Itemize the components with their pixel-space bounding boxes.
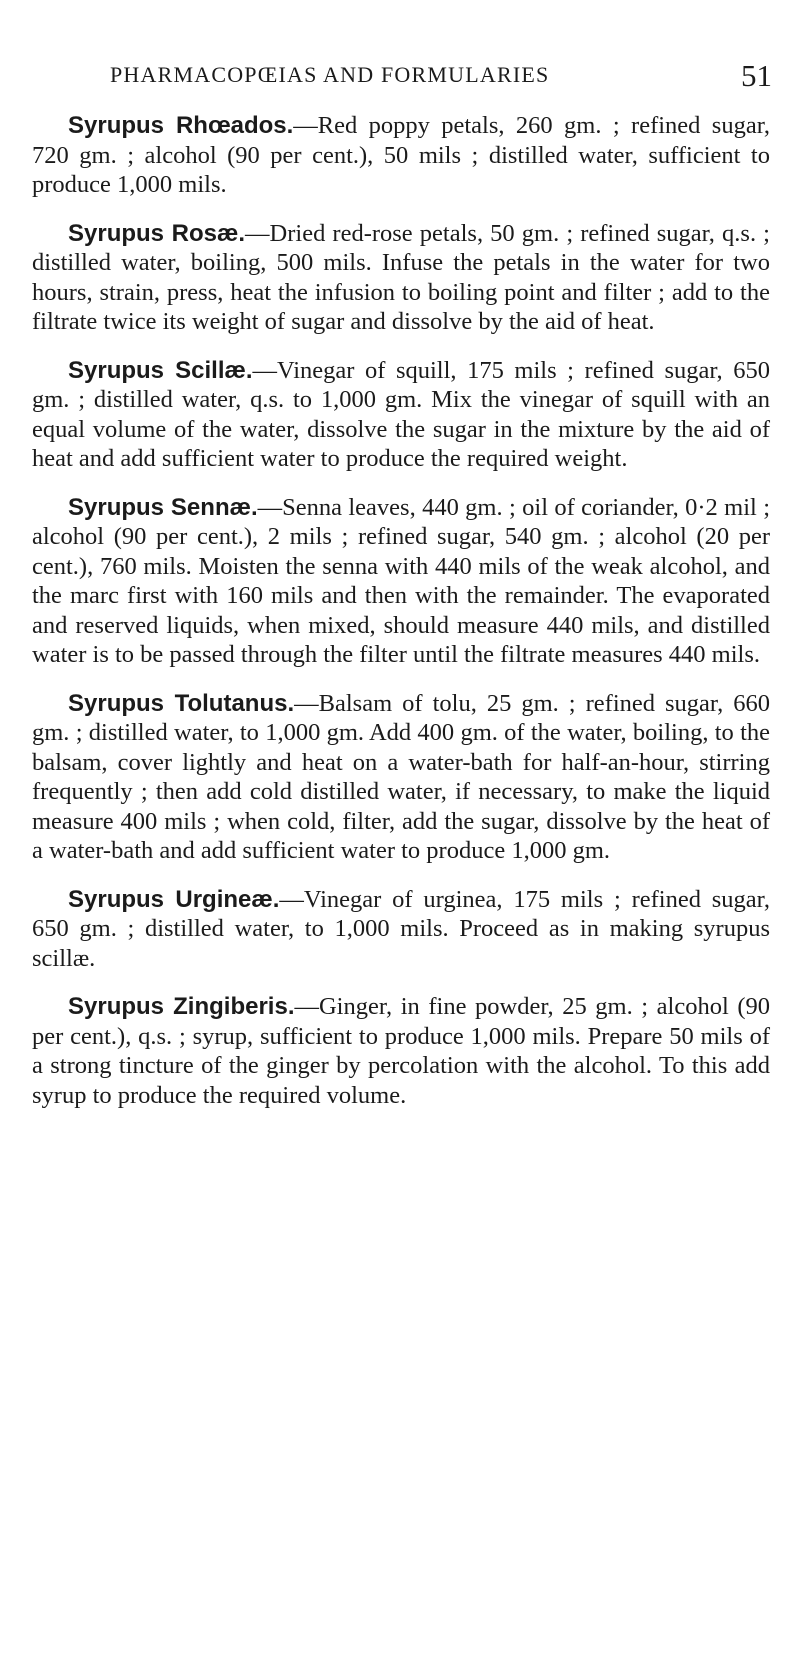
entry-syrupus-sennae xyxy=(32,493,770,670)
entry-title: Syrupus Scillæ. xyxy=(68,356,253,384)
entry-title: Syrupus Rosæ. xyxy=(68,219,246,247)
entry-title: Syrupus Urgineæ. xyxy=(68,885,280,913)
running-title: PHARMACOPŒIAS AND FORMULARIES xyxy=(110,62,550,87)
entry-title: Syrupus Rhœados. xyxy=(68,112,294,139)
entry-text: —Vinegar of squill, 175 mils ; refined sugar, 650 gm. ; distilled water, q.s. to 1,000 gm. Mix the vinegar of squill with an equal volume of the water, dissolve the sugar in the mixture by the aid of heat and add sufficient water to produce the required weight. xyxy=(32,356,770,472)
entry-text: —Ginger, in fine powder, 25 gm. ; alcohol (90 per cent.), q.s. ; syrup, sufficient to produce 1,000 mils. Prepare 50 mils of a strong tincture of the ginger by percolation with the alcohol. To this add syrup to produce the required volume. xyxy=(32,993,770,1109)
entry-text: —Vinegar of urginea, 175 mils ; refined sugar, 650 gm. ; distilled water, to 1,000 mils. Proceed as in making syrupus scillæ. xyxy=(32,885,770,972)
entry-syrupus-rhoeados xyxy=(32,111,770,200)
formulary-entries xyxy=(32,111,770,1129)
entry-syrupus-urgineae xyxy=(32,885,770,974)
entry-title: Syrupus Zingiberis. xyxy=(68,993,295,1020)
entry-syrupus-scillae xyxy=(32,356,770,474)
running-header xyxy=(60,58,772,96)
entry-syrupus-zingiberis xyxy=(32,992,770,1110)
entry-title: Syrupus Sennæ. xyxy=(68,493,258,521)
entry-syrupus-tolutanus xyxy=(32,689,770,866)
page-number: 51 xyxy=(741,58,772,93)
entry-text: —Balsam of tolu, 25 gm. ; refined sugar, 660 gm. ; distilled water, to 1,000 gm. Add 400 gm. of the water, boiling, to the balsam, cover lightly and heat on a water-bath for half-an-hour, stirring frequently ; then add cold distilled water, if necessary, to make the liquid measure 400 mils ; when cold, filter, add the sugar, dissolve by the heat of a water-bath and add sufficient water to produce 1,000 gm. xyxy=(32,689,771,864)
entry-title: Syrupus Tolutanus. xyxy=(68,689,295,717)
entry-syrupus-rosae xyxy=(32,219,770,337)
entry-text: —Dried red-rose petals, 50 gm. ; refined sugar, q.s. ; distilled water, boiling, 500 mils. Infuse the petals in the water for two hours, strain, press, heat the infusion to boiling point and filter ; add to the filtrate twice its weight of sugar and dissolve by the aid of heat. xyxy=(32,219,770,335)
entry-text: —Red poppy petals, 260 gm. ; refined sugar, 720 gm. ; alcohol (90 per cent.), 50 mils ; distilled water, sufficient to produce 1,000 mils. xyxy=(32,112,770,198)
entry-text: —Senna leaves, 440 gm. ; oil of coriander, 0·2 mil ; alcohol (90 per cent.), 2 mils ; refined sugar, 540 gm. ; alcohol (20 per cent.), 760 mils. Moisten the senna with 440 mils of the weak alcohol, and the marc first with 160 mils and then with the remainder. The evaporated and reserved liquids, when mixed, should measure 440 mils, and distilled water is to be passed through the filter until the filtrate measures 440 mils. xyxy=(32,493,770,668)
